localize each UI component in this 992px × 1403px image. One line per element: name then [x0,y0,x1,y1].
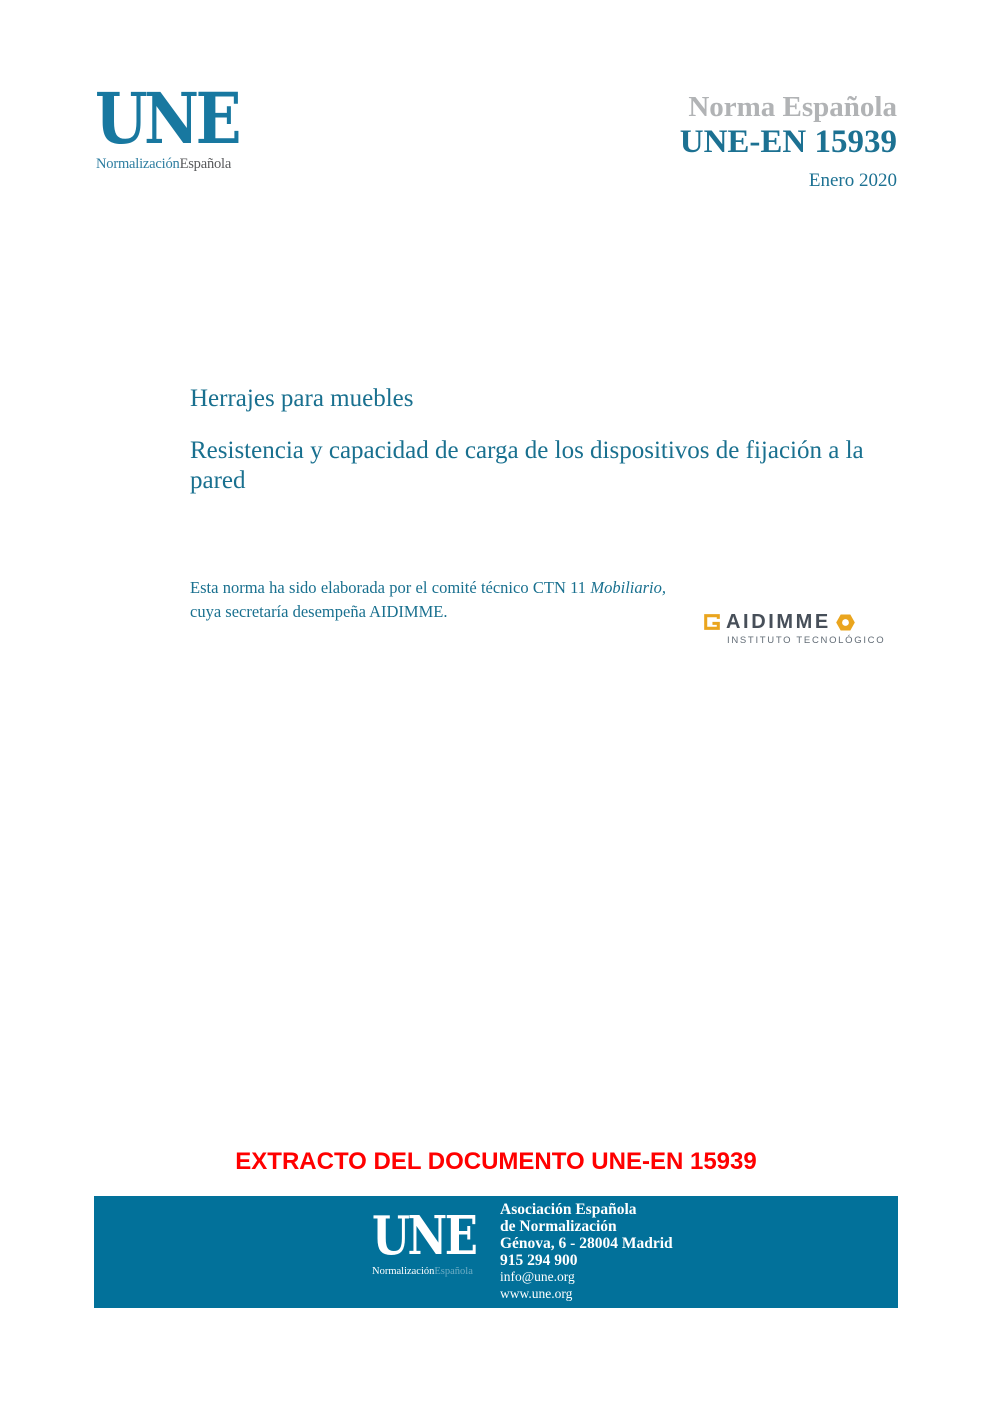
une-logo [95,77,261,160]
footer-website: www.une.org [500,1285,573,1301]
title-line1: Herrajes para muebles [190,385,414,412]
footer-contact-block [500,1201,673,1302]
footer-une-logo [372,1205,498,1277]
title-line2: Resistencia y capacidad de carga de los dispositivos de fijación a la pared [190,437,864,494]
footer-tagline-secondary: Española [434,1266,473,1277]
committee-text-before: Esta norma ha sido elaborada por el comité técnico CTN 11 [190,578,591,597]
footer-address: Génova, 6 - 28004 Madrid [500,1235,673,1252]
document-heading [680,92,897,192]
aidimme-logo-row [703,612,885,632]
footer-tagline-primary: Normalización [372,1266,435,1277]
aidimme-square-g-icon [703,613,721,631]
committee-note [190,576,666,623]
doc-type-label: Norma Española [688,91,897,123]
extract-notice: EXTRACTO DEL DOCUMENTO UNE-EN 15939 [235,1148,757,1175]
footer-org-name-line2: de Normalización [500,1218,617,1235]
footer-bar [94,1196,898,1308]
committee-text-after: cuya secretaría desempeña AIDIMME. [190,601,448,621]
committee-italic: Mobiliario, [590,578,666,597]
footer-org-name-line1: Asociación Española [500,1201,637,1218]
footer-phone: 915 294 900 [500,1252,578,1269]
une-tagline-primary: Normalización [96,156,180,172]
aidimme-wordmark: AIDIMME [726,611,831,633]
aidimme-logo [703,612,885,646]
footer-une-tagline [372,1266,498,1277]
une-tagline-secondary: Española [179,156,232,172]
title-block [190,384,892,496]
footer-email: info@une.org [500,1269,575,1284]
doc-code: UNE-EN 15939 [679,123,897,160]
doc-date: Enero 2020 [808,169,897,191]
une-logo-wordmark: UNE [95,77,239,160]
une-logo-tagline [96,156,231,173]
footer-une-wordmark: UNE [372,1205,476,1267]
aidimme-subtitle: INSTITUTO TECNOLÓGICO [727,635,886,646]
aidimme-nut-icon [836,614,855,631]
